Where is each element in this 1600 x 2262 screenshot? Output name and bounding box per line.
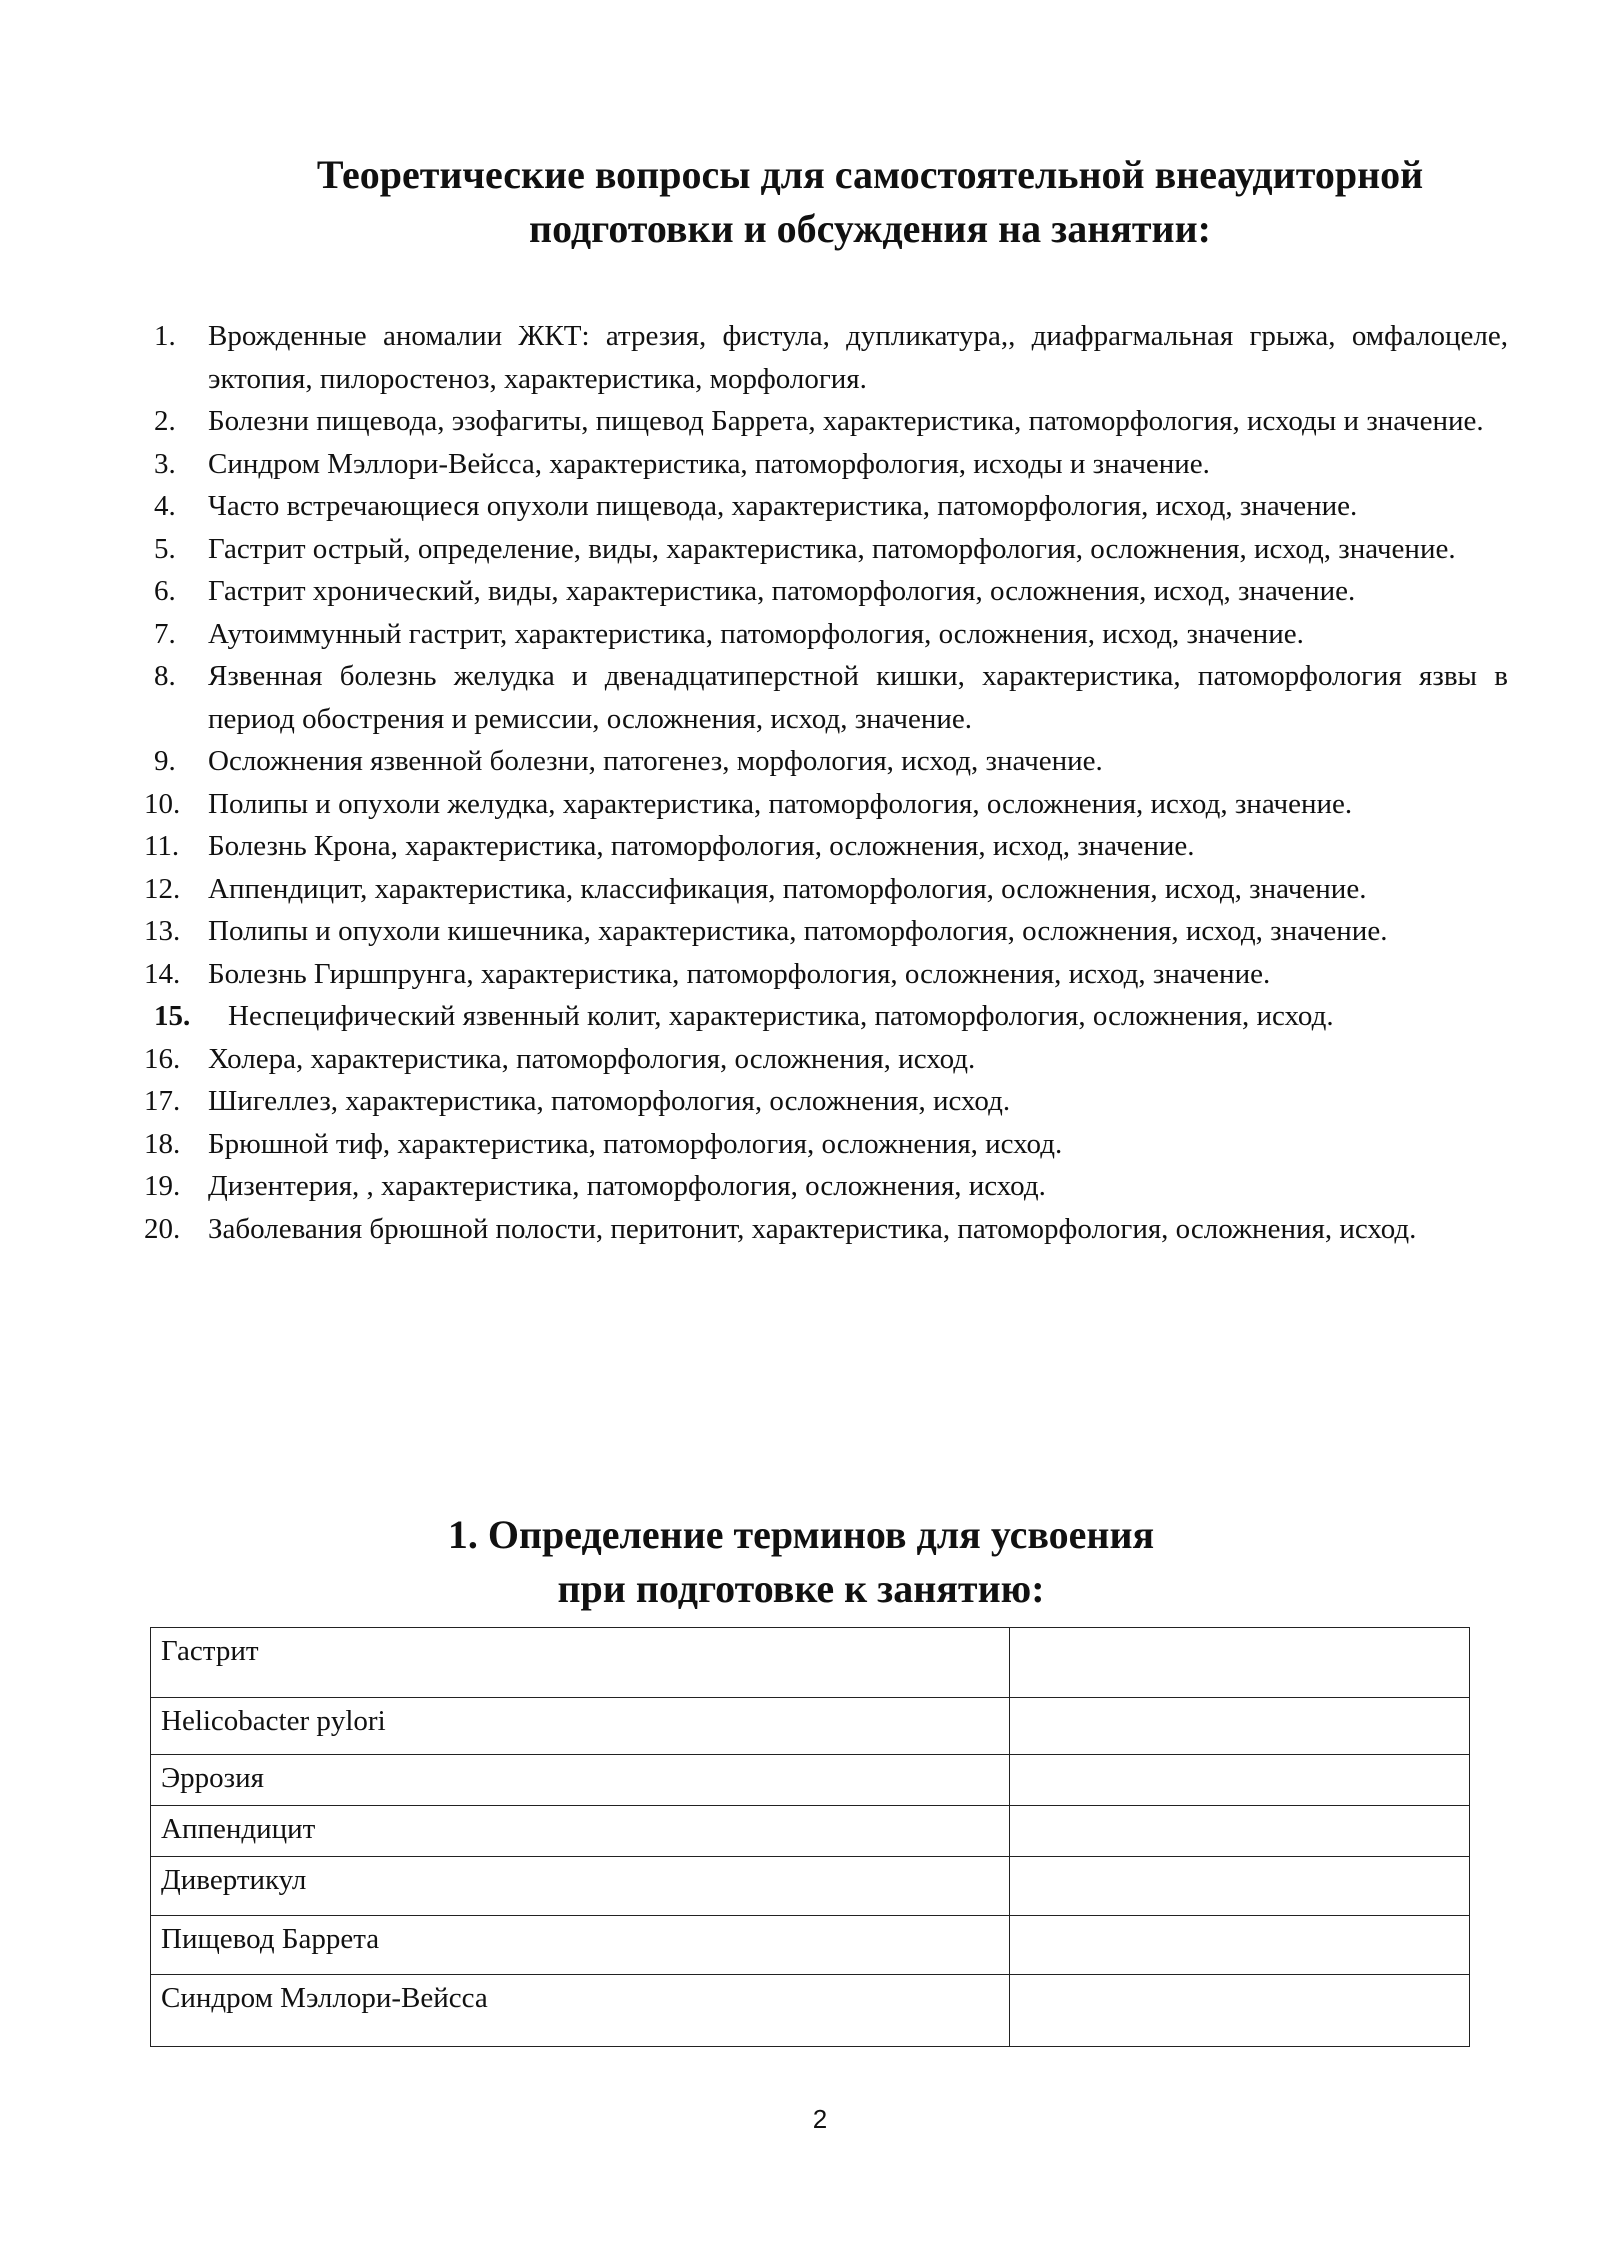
section-title-line-2: при подготовке к занятию: (557, 1566, 1045, 1611)
list-item-number: 14. (144, 957, 181, 990)
definition-cell[interactable] (1010, 1916, 1470, 1975)
page-title-line-1: Теоретические вопросы для самостоятельной внеаудиторной (316, 152, 1424, 197)
term-cell: Аппендицит (151, 1806, 1010, 1857)
list-item-text: Полипы и опухоли кишечника, характеристика, патоморфология, осложнения, исход, значение. (208, 915, 1388, 947)
list-item-number: 19. (144, 1170, 181, 1202)
list-item (144, 910, 1508, 953)
list-item (150, 995, 1508, 1038)
list-item (150, 740, 1508, 783)
list-item-text: Болезнь Гиршпрунга, характеристика, патоморфология, осложнения, исход, значение. (208, 957, 1271, 990)
list-item-number: 9. (154, 745, 176, 777)
list-item-text: Холера, характеристика, патоморфология, осложнения, исход. (208, 1042, 976, 1075)
list-item-text: Дизентерия, , характеристика, патоморфология, осложнения, исход. (208, 1170, 1046, 1202)
list-item-number: 1. (154, 320, 176, 352)
list-item-text: Часто встречающиеся опухоли пищевода, характеристика, патоморфология, исход, значение. (208, 490, 1358, 522)
list-item (144, 1208, 1508, 1251)
list-item (150, 315, 1508, 400)
table-row (151, 1698, 1470, 1755)
list-item (144, 1080, 1508, 1123)
list-item-number: 11. (144, 830, 180, 862)
term-cell: Дивертикул (151, 1857, 1010, 1916)
term-cell: Гастрит (151, 1628, 1010, 1698)
list-item-number: 15. (154, 1000, 191, 1032)
questions-list (144, 315, 1508, 1250)
list-item (150, 655, 1508, 740)
definition-cell[interactable] (1010, 1755, 1470, 1806)
table-row (151, 1806, 1470, 1857)
term-cell: Синдром Мэллори-Вейсса (151, 1975, 1010, 2047)
list-item (150, 443, 1508, 486)
section-title (150, 1508, 1452, 1616)
list-item (144, 953, 1508, 996)
list-item-number: 18. (144, 1127, 181, 1160)
list-item-number: 7. (154, 617, 176, 650)
list-item-text: Шигеллез, характеристика, патоморфология, осложнения, исход. (208, 1085, 1011, 1117)
definition-cell[interactable] (1010, 1975, 1470, 2047)
list-item (144, 1165, 1508, 1208)
list-item-number: 4. (154, 490, 176, 522)
list-item-text: Аппендицит, характеристика, классификация, патоморфология, осложнения, исход, значение. (208, 872, 1367, 905)
list-item-text: Осложнения язвенной болезни, патогенез, морфология, исход, значение. (208, 745, 1103, 777)
list-item-number: 10. (144, 787, 181, 820)
list-item-text: Синдром Мэллори-Вейсса, характеристика, патоморфология, исходы и значение. (208, 447, 1210, 480)
list-item-text: Болезни пищевода, эзофагиты, пищевод Баррета, характеристика, патоморфология, исходы и значение. (208, 405, 1484, 437)
list-item (150, 485, 1508, 528)
terms-table (150, 1627, 1470, 2047)
list-item-number: 2. (154, 405, 176, 437)
definition-cell[interactable] (1010, 1628, 1470, 1698)
list-item-number: 20. (144, 1212, 181, 1245)
list-item-number: 8. (154, 660, 176, 692)
definition-cell[interactable] (1010, 1698, 1470, 1755)
list-item (144, 1123, 1508, 1166)
page-title-line-2: подготовки и обсуждения на занятии: (529, 206, 1211, 251)
list-item-number: 12. (144, 872, 181, 905)
page-title (150, 148, 1590, 256)
list-item-text: Болезнь Крона, характеристика, патоморфология, осложнения, исход, значение. (208, 830, 1195, 862)
list-item-text: Язвенная болезнь желудка и двенадцатиперстной кишки, характеристика, патоморфология язвы в период обострения и ремиссии, осложнения, исход, значение. (208, 660, 1508, 735)
list-item-text: Аутоиммунный гастрит, характеристика, патоморфология, осложнения, исход, значение. (208, 617, 1304, 650)
table-row (151, 1916, 1470, 1975)
list-item-text: Полипы и опухоли желудка, характеристика, патоморфология, осложнения, исход, значение. (208, 787, 1353, 820)
list-item-number: 13. (144, 915, 181, 947)
table-row (151, 1628, 1470, 1698)
list-item (144, 868, 1508, 911)
list-item-text: Заболевания брюшной полости, перитонит, характеристика, патоморфология, осложнения, исход. (208, 1212, 1417, 1245)
term-cell: Пищевод Баррета (151, 1916, 1010, 1975)
list-item-text: Гастрит хронический, виды, характеристика, патоморфология, осложнения, исход, значение. (208, 575, 1356, 607)
definition-cell[interactable] (1010, 1806, 1470, 1857)
list-item-number: 17. (144, 1085, 181, 1117)
term-cell: Эррозия (151, 1755, 1010, 1806)
list-item (150, 528, 1508, 571)
list-item (144, 825, 1508, 868)
list-item-text: Брюшной тиф, характеристика, патоморфология, осложнения, исход. (208, 1127, 1063, 1160)
list-item (144, 1038, 1508, 1081)
section-title-line-1: 1. Определение терминов для усвоения (447, 1512, 1155, 1557)
list-item (150, 613, 1508, 656)
page-number: 2 (812, 2104, 828, 2134)
table-row (151, 1857, 1470, 1916)
term-cell: Helicobacter pylori (151, 1698, 1010, 1755)
list-item-text: Гастрит острый, определение, виды, характеристика, патоморфология, осложнения, исход, значение. (208, 532, 1456, 565)
list-item-number: 3. (154, 447, 176, 480)
definition-cell[interactable] (1010, 1857, 1470, 1916)
list-item (150, 570, 1508, 613)
list-item-number: 5. (154, 532, 176, 565)
list-item (144, 783, 1508, 826)
table-row (151, 1755, 1470, 1806)
list-item (150, 400, 1508, 443)
table-row (151, 1975, 1470, 2047)
list-item-text: Врожденные аномалии ЖКТ: атрезия, фистула, дупликатура,, диафрагмальная грыжа, омфалоцеле, эктопия, пилоростеноз, характеристика, морфология. (208, 320, 1508, 395)
list-item-text: Неспецифический язвенный колит, характеристика, патоморфология, осложнения, исход. (228, 1000, 1334, 1032)
list-item-number: 16. (144, 1042, 181, 1075)
list-item-number: 6. (154, 575, 176, 607)
